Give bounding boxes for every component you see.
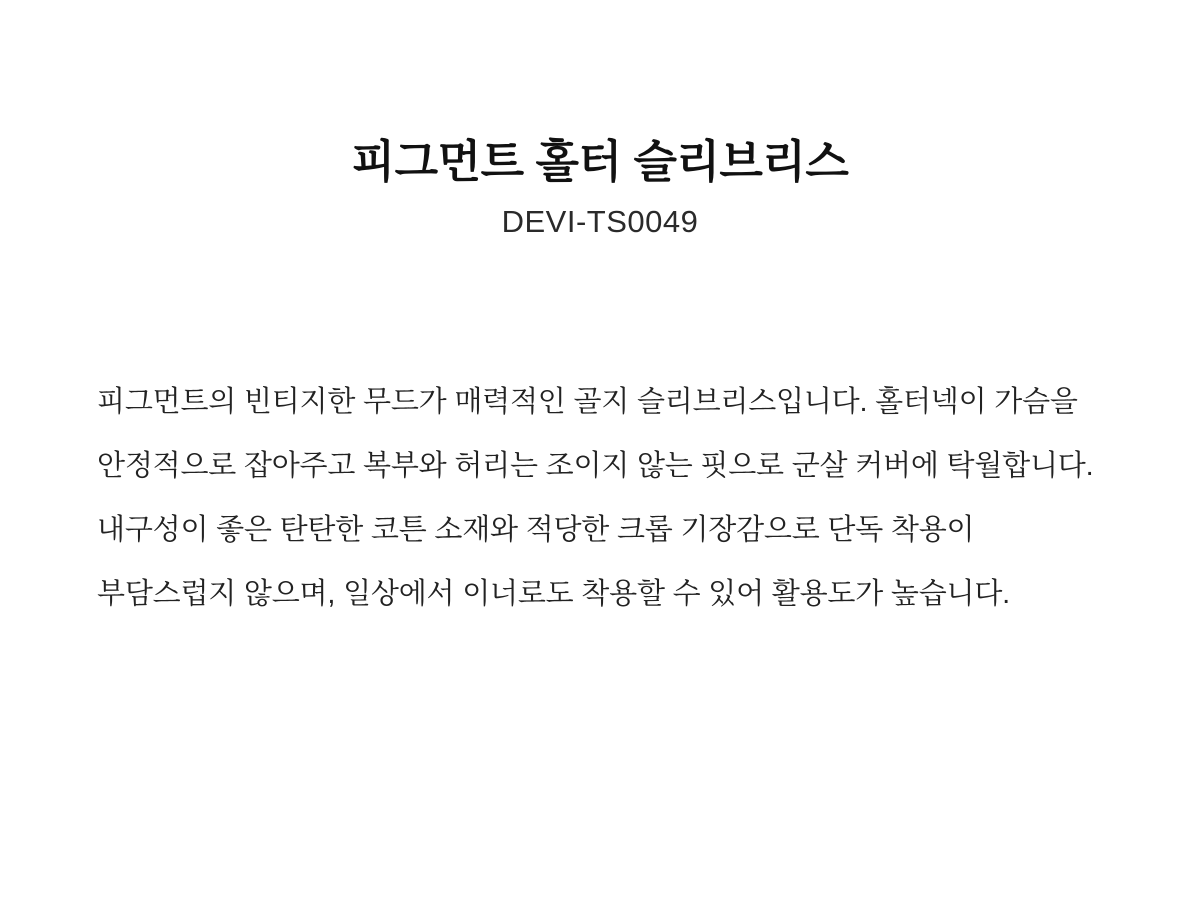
page-title: 피그먼트 홀터 슬리브리스 bbox=[351, 136, 849, 187]
product-header bbox=[0, 132, 1200, 242]
product-code: DEVI-TS0049 bbox=[501, 204, 699, 239]
product-description bbox=[97, 370, 1112, 626]
product-description-text: 피그먼트의 빈티지한 무드가 매력적인 골지 슬리브리스입니다. 홀터넥이 가슴을 안정적으로 잡아주고 복부와 허리는 조이지 않는 핏으로 군살 커버에 탁월합니다. 내구성이 좋은 탄탄한 코튼 소재와 적당한 크롭 기장감으로 단독 착용이 부담스럽지 않으며, 일상에서 이너로도 착용할 수 있어 활용도가 높습니다. bbox=[97, 386, 1094, 610]
